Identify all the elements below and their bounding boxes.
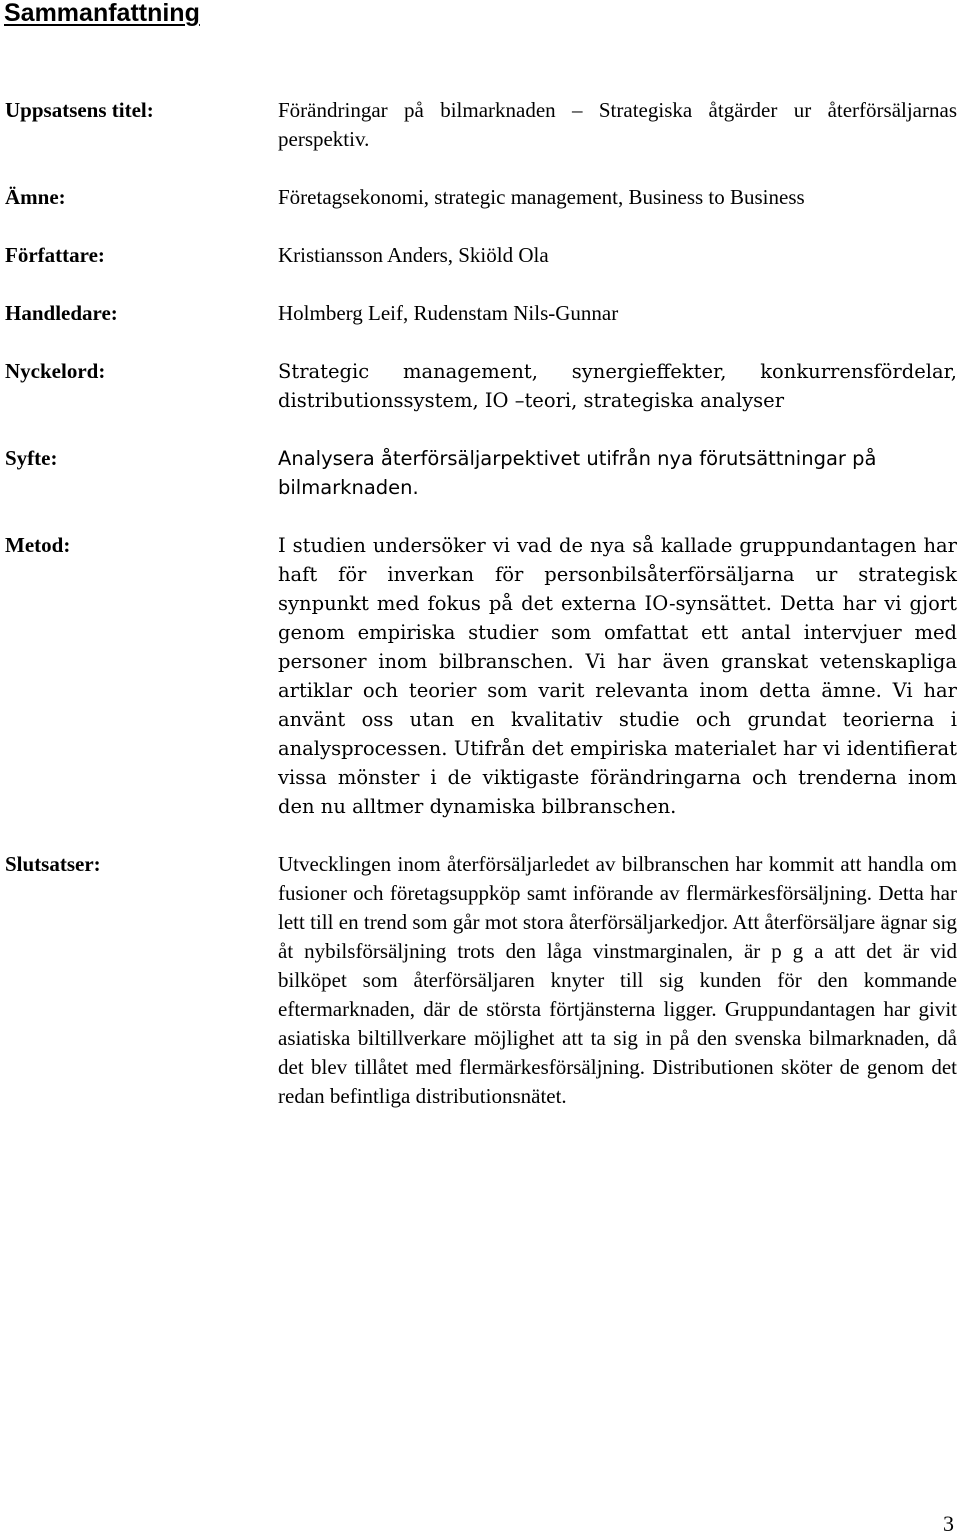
field-label-authors: Författare: xyxy=(5,243,105,267)
field-value-conclusions: Utvecklingen inom återförsäljarledet av bilbranschen har kommit att handla om fusioner och företagsuppköp samt införande av flermärkesförsäljning. Detta har lett till en trend som går mot stora återförsäljarkedjor. Att återförsäljare ägnar sig åt nybilsförsäljning trots den låga vinstmarginalen, är p g a att det är vid bilköpet som återförsäljaren knyter till sig kunden för den kommande eftermarknaden, där de största förtjänsterna ligger. Gruppundantagen har givit asiatiska biltillverkare möjlighet att ta sig in på den svenska bilmarknaden, då det blev tillåtet med flermärkesförsäljning. Distributionen sköter de genom det redan befintliga distributionsnätet. xyxy=(278,852,957,1108)
field-label-conclusions: Slutsatser: xyxy=(5,852,101,876)
page-number: 3 xyxy=(943,1511,954,1536)
field-value-keywords: Strategic management, synergieffekter, konkurrensfördelar, distributionssystem, IO –teori, strategiska analyser xyxy=(278,360,957,412)
field-value-method: I studien undersöker vi vad de nya så kallade gruppundantagen har haft för inverkan för personbilsåterförsäljarna ur strategisk synpunkt med fokus på det externa IO-synsättet. Detta har vi gjort genom empiriska studier som omfattat ett antal intervjuer med personer inom bilbranschen. Vi har även granskat vetenskapliga artiklar och teorier som varit relevanta inom detta ämne. Vi har använt oss utan en kvalitativ studie och grundat teorierna i analysprocessen. Utifrån det empiriska materialet har vi identifierat vissa mönster i de viktigaste förändringarna och trenderna inom den nu alltmer dynamiska bilbranschen. xyxy=(278,534,957,818)
field-value-supervisors: Holmberg Leif, Rudenstam Nils-Gunnar xyxy=(278,301,619,325)
field-label-purpose: Syfte: xyxy=(5,446,58,470)
field-label-method: Metod: xyxy=(5,533,71,557)
field-value-title: Förändringar på bilmarknaden – Strategiska åtgärder ur återförsäljarnas perspektiv. xyxy=(278,98,957,151)
field-label-title: Uppsatsens titel: xyxy=(5,98,154,122)
field-value-authors: Kristiansson Anders, Skiöld Ola xyxy=(278,243,549,267)
field-label-supervisors: Handledare: xyxy=(5,301,118,325)
field-label-keywords: Nyckelord: xyxy=(5,359,106,383)
page-heading: Sammanfattning xyxy=(4,0,200,27)
field-value-purpose: Analysera återförsäljarpektivet utifrån nya förutsättningar på bilmarknaden. xyxy=(278,447,877,499)
field-value-subject: Företagsekonomi, strategic management, Business to Business xyxy=(278,185,805,209)
field-label-subject: Ämne: xyxy=(5,185,66,209)
